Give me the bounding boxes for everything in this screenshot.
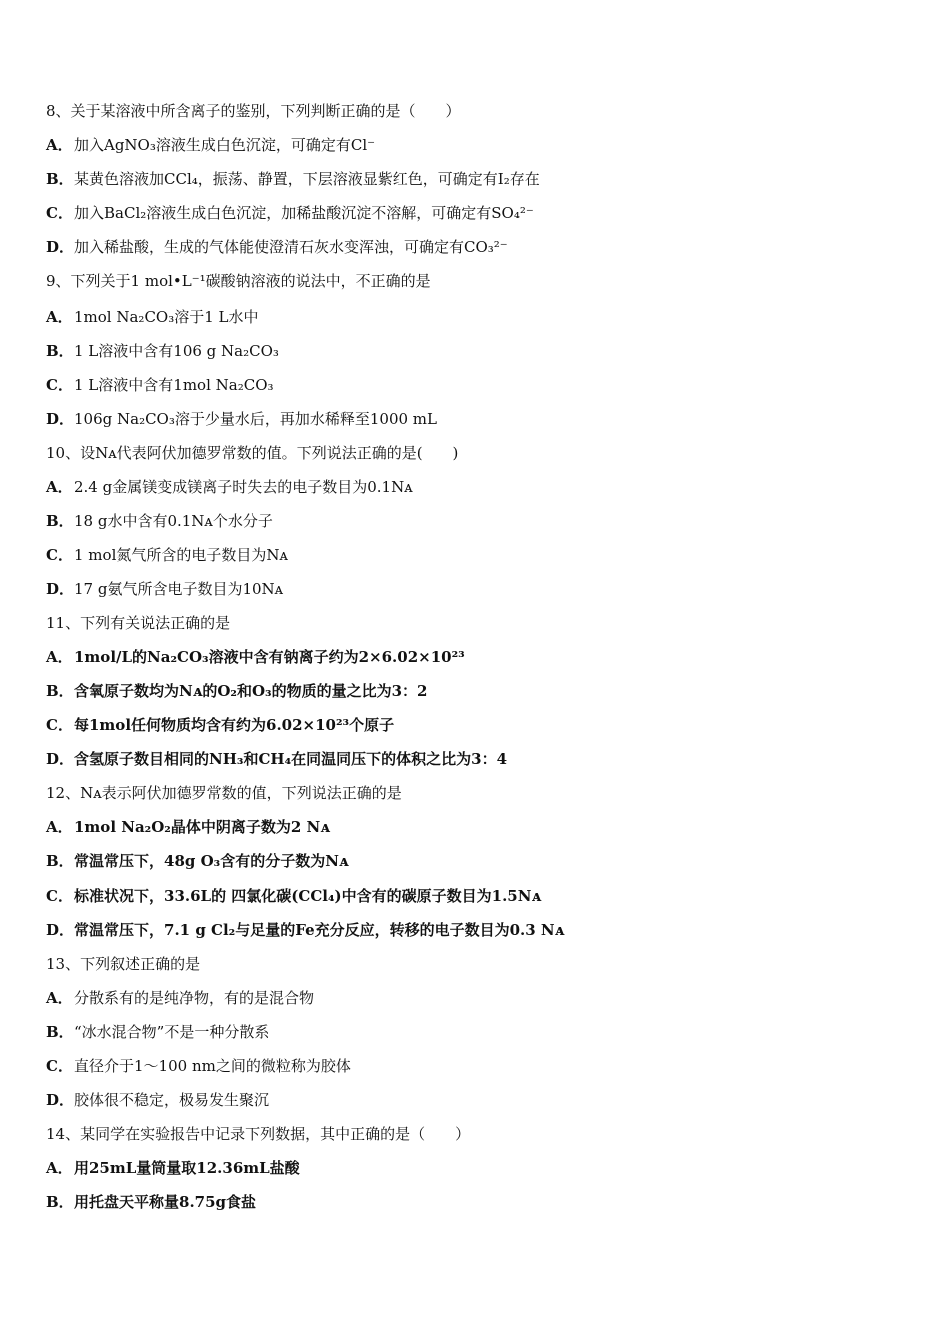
question-9-option-d (46, 409, 437, 429)
option-letter: B． (46, 1193, 74, 1211)
option-text: 1 L溶液中含有106 g Na₂CO₃ (74, 342, 279, 360)
question-10-option-b (46, 511, 273, 531)
option-text: 1mol Na₂O₂晶体中阴离子数为2 Nᴀ (74, 818, 330, 836)
option-letter: D． (46, 921, 75, 939)
question-10-option-c (46, 545, 288, 565)
question-10-option-d (46, 579, 283, 599)
option-text: 直径介于1～100 nm之间的微粒称为胶体 (74, 1057, 351, 1075)
option-text: 含氧原子数均为Nᴀ的O₂和O₃的物质的量之比为3：2 (74, 682, 428, 700)
question-9-option-b (46, 341, 279, 361)
question-14-option-b (46, 1192, 256, 1212)
option-letter: C． (46, 546, 73, 564)
option-letter: D． (46, 238, 75, 256)
question-10-option-a (46, 477, 413, 497)
option-text: 加入BaCl₂溶液生成白色沉淀，加稀盐酸沉淀不溶解，可确定有SO₄²⁻ (74, 204, 534, 222)
option-text: 某黄色溶液加CCl₄，振荡、静置，下层溶液显紫红色，可确定有I₂存在 (74, 170, 540, 188)
question-12-option-b (46, 851, 349, 871)
option-letter: B． (46, 682, 74, 700)
option-letter: B． (46, 342, 74, 360)
question-13-stem: 13、下列叙述正确的是 (46, 955, 201, 973)
question-8-stem: 8、关于某溶液中所含离子的鉴别，下列判断正确的是（ ） (46, 102, 461, 120)
question-8-option-c (46, 203, 534, 223)
option-letter: D． (46, 410, 75, 428)
question-12-stem: 12、Nᴀ表示阿伏加德罗常数的值，下列说法正确的是 (46, 784, 402, 802)
option-letter: D． (46, 580, 75, 598)
option-letter: D． (46, 1091, 75, 1109)
option-letter: C． (46, 716, 73, 734)
option-letter: A． (46, 478, 73, 496)
option-letter: B． (46, 852, 74, 870)
option-text: 用25mL量筒量取12.36mL盐酸 (74, 1159, 300, 1177)
option-text: 常温常压下，7.1 g Cl₂与足量的Fe充分反应，转移的电子数目为0.3 Nᴀ (74, 921, 565, 939)
option-text: 加入AgNO₃溶液生成白色沉淀，可确定有Cl⁻ (74, 136, 376, 154)
question-14-option-a (46, 1158, 300, 1178)
option-text: 18 g水中含有0.1Nᴀ个水分子 (74, 512, 273, 530)
option-text: 17 g氨气所含电子数目为10Nᴀ (74, 580, 284, 598)
option-text: 1 mol氮气所含的电子数目为Nᴀ (74, 546, 288, 564)
question-9-option-c (46, 375, 274, 395)
option-letter: C． (46, 376, 73, 394)
question-13-option-c (46, 1056, 351, 1076)
option-letter: D． (46, 750, 75, 768)
option-text: 1mol Na₂CO₃溶于1 L水中 (74, 308, 259, 326)
question-10-stem: 10、设Nᴀ代表阿伏加德罗常数的值。下列说法正确的是( ) (46, 444, 459, 462)
option-letter: B． (46, 170, 74, 188)
option-letter: C． (46, 1057, 73, 1075)
option-text: 每1mol任何物质均含有约为6.02×10²³个原子 (74, 716, 395, 734)
option-text: 2.4 g金属镁变成镁离子时失去的电子数目为0.1Nᴀ (74, 478, 413, 496)
option-letter: C． (46, 204, 73, 222)
question-8-option-d (46, 237, 508, 257)
option-letter: A． (46, 989, 73, 1007)
question-11-option-a (46, 647, 465, 667)
question-11-option-d (46, 749, 507, 769)
question-13-option-d (46, 1090, 269, 1110)
option-letter: A． (46, 818, 73, 836)
option-text: 含氢原子数目相同的NH₃和CH₄在同温同压下的体积之比为3：4 (74, 750, 508, 768)
question-9-option-a (46, 307, 259, 327)
option-text: 1 L溶液中含有1mol Na₂CO₃ (74, 376, 274, 394)
question-8-option-a (46, 135, 375, 155)
option-letter: B． (46, 512, 74, 530)
question-14-stem: 14、某同学在实验报告中记录下列数据，其中正确的是（ ） (46, 1125, 471, 1143)
option-letter: B． (46, 1023, 74, 1041)
option-text: 常温常压下，48g O₃含有的分子数为Nᴀ (74, 852, 349, 870)
question-12-option-c (46, 886, 541, 906)
option-text: 胶体很不稳定，极易发生聚沉 (74, 1091, 270, 1109)
question-12-option-d (46, 920, 564, 940)
question-11-option-c (46, 715, 394, 735)
option-letter: A． (46, 1159, 73, 1177)
question-11-option-b (46, 681, 427, 701)
option-text: “冰水混合物”不是一种分散系 (74, 1023, 270, 1041)
option-text: 用托盘天平称量8.75g食盐 (74, 1193, 257, 1211)
option-letter: A． (46, 136, 73, 154)
question-9-stem: 9、下列关于1 mol•L⁻¹碳酸钠溶液的说法中，不正确的是 (46, 272, 431, 290)
question-11-stem: 11、下列有关说法正确的是 (46, 614, 231, 632)
question-8-option-b (46, 169, 540, 189)
question-13-option-a (46, 988, 314, 1008)
option-text: 1mol/L的Na₂CO₃溶液中含有钠离子约为2×6.02×10²³ (74, 648, 465, 666)
option-text: 分散系有的是纯净物，有的是混合物 (74, 989, 315, 1007)
option-text: 106g Na₂CO₃溶于少量水后，再加水稀释至1000 mL (74, 410, 437, 428)
question-12-option-a (46, 817, 330, 837)
option-text: 标准状况下，33.6L的 四氯化碳(CCl₄)中含有的碳原子数目为1.5Nᴀ (74, 887, 542, 905)
question-13-option-b (46, 1022, 269, 1042)
option-letter: A． (46, 308, 73, 326)
option-letter: A． (46, 648, 73, 666)
option-letter: C． (46, 887, 73, 905)
option-text: 加入稀盐酸，生成的气体能使澄清石灰水变浑浊，可确定有CO₃²⁻ (74, 238, 508, 256)
